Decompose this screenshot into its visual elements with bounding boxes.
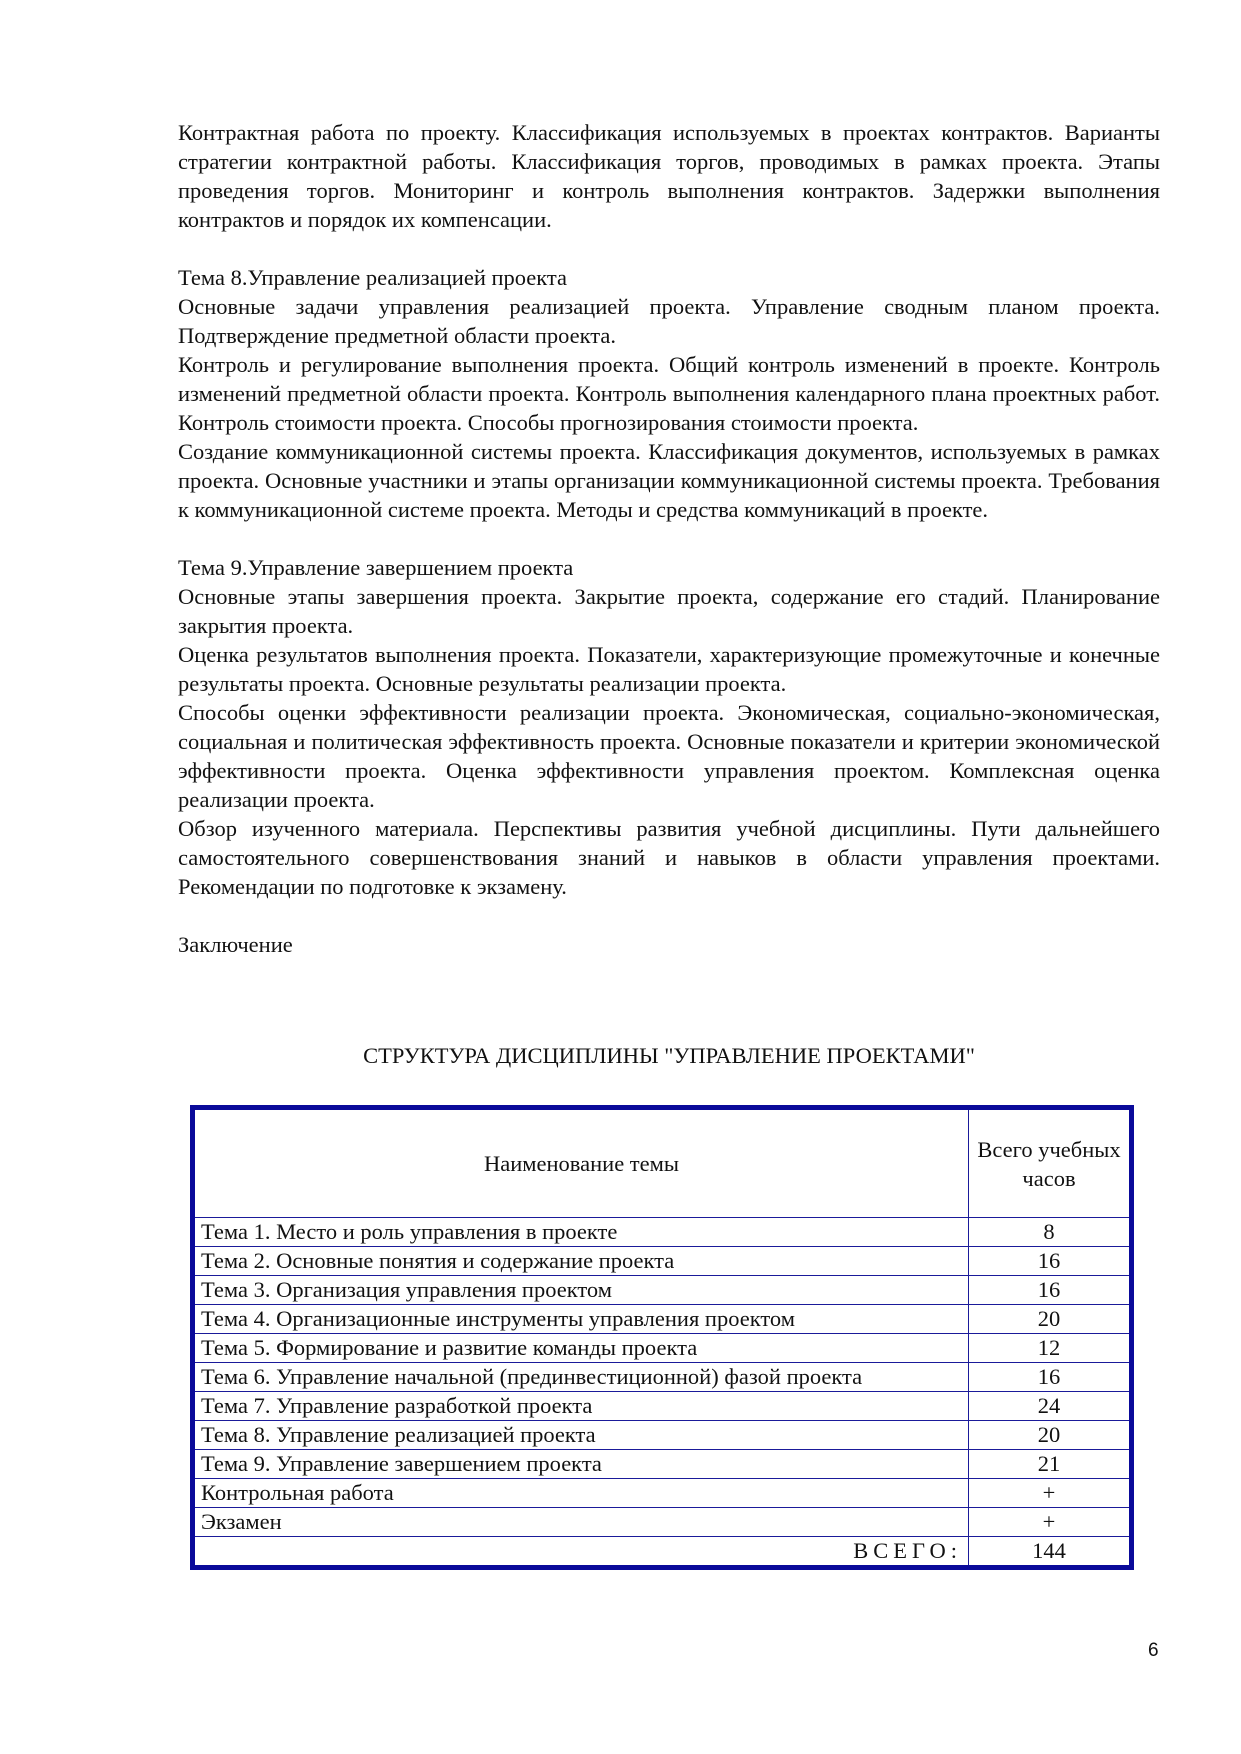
table-row xyxy=(193,1421,1132,1450)
body-text xyxy=(178,118,1160,959)
topic-hours: + xyxy=(969,1508,1132,1537)
topic-name: Тема 5. Формирование и развитие команды проекта xyxy=(193,1334,969,1363)
topic-name: Тема 7. Управление разработкой проекта xyxy=(193,1392,969,1421)
header-hours: Всего учебных часов xyxy=(969,1108,1132,1218)
topic-hours: 16 xyxy=(969,1247,1132,1276)
topic-name: Тема 9. Управление завершением проекта xyxy=(193,1450,969,1479)
paragraph: Основные этапы завершения проекта. Закрытие проекта, содержание его стадий. Планирование закрытия проекта. xyxy=(178,584,1160,638)
discipline-structure-table xyxy=(190,1105,1134,1570)
topic-hours: + xyxy=(969,1479,1132,1508)
paragraph: Оценка результатов выполнения проекта. Показатели, характеризующие промежуточные и конечные результаты проекта. Основные результаты реализации проекта. xyxy=(178,642,1160,696)
paragraph-gap xyxy=(178,901,1160,930)
topic-name: Тема 6. Управление начальной (прединвестиционной) фазой проекта xyxy=(193,1363,969,1392)
topic-hours: 20 xyxy=(969,1305,1132,1334)
table-row xyxy=(193,1276,1132,1305)
topic-hours: 24 xyxy=(969,1392,1132,1421)
total-value: 144 xyxy=(969,1537,1132,1568)
page-number: 6 xyxy=(1148,1640,1159,1661)
topic-name: Экзамен xyxy=(193,1508,969,1537)
topic-name: Тема 8. Управление реализацией проекта xyxy=(193,1421,969,1450)
paragraph: Основные задачи управления реализацией проекта. Управление сводным планом проекта. Подтверждение предметной области проекта. xyxy=(178,294,1160,348)
paragraph: Заключение xyxy=(178,932,293,957)
header-topic-name: Наименование темы xyxy=(193,1108,969,1218)
topic-name: Тема 2. Основные понятия и содержание проекта xyxy=(193,1247,969,1276)
paragraph: Способы оценки эффективности реализации проекта. Экономическая, социально-экономическая, социальная и политическая эффективность проекта. Основные показатели и критерии экономической эффективности проекта. Оценка эффективности управления проектом. Комплексная оценка реализации проекта. xyxy=(178,700,1160,812)
topic-name: Тема 3. Организация управления проектом xyxy=(193,1276,969,1305)
paragraph-gap xyxy=(178,234,1160,263)
table-row xyxy=(193,1218,1132,1247)
topic-name: Тема 4. Организационные инструменты управления проектом xyxy=(193,1305,969,1334)
topic-hours: 12 xyxy=(969,1334,1132,1363)
table-row xyxy=(193,1334,1132,1363)
topic-hours: 21 xyxy=(969,1450,1132,1479)
table-header-row xyxy=(193,1108,1132,1218)
paragraph: Контроль и регулирование выполнения проекта. Общий контроль изменений в проекте. Контроль изменений предметной области проекта. Контроль выполнения календарного плана проектных работ. Контроль стоимости проекта. Способы прогнозирования стоимости проекта. xyxy=(178,352,1160,435)
section-heading: Тема 9.Управление завершением проекта xyxy=(178,555,574,580)
table-row xyxy=(193,1479,1132,1508)
paragraph-gap xyxy=(178,524,1160,553)
table-row xyxy=(193,1247,1132,1276)
table-row xyxy=(193,1363,1132,1392)
paragraph: Создание коммуникационной системы проекта. Классификация документов, используемых в рамках проекта. Основные участники и этапы организации коммуникационной системы проекта. Требования к коммуникационной системе проекта. Методы и средства коммуникаций в проекте. xyxy=(178,439,1160,522)
topic-name: Контрольная работа xyxy=(193,1479,969,1508)
topic-name: Тема 1. Место и роль управления в проекте xyxy=(193,1218,969,1247)
paragraph: Контрактная работа по проекту. Классификация используемых в проектах контрактов. Варианты стратегии контрактной работы. Классификация торгов, проводимых в рамках проекта. Этапы проведения торгов. Мониторинг и контроль выполнения контрактов. Задержки выполнения контрактов и порядок их компенсации. xyxy=(178,120,1160,232)
topic-hours: 16 xyxy=(969,1363,1132,1392)
paragraph: Обзор изученного материала. Перспективы развития учебной дисциплины. Пути дальнейшего самостоятельного совершенствования знаний и навыков в области управления проектами. Рекомендации по подготовке к экзамену. xyxy=(178,816,1160,899)
table-row xyxy=(193,1508,1132,1537)
table-title: СТРУКТУРА ДИСЦИПЛИНЫ "УПРАВЛЕНИЕ ПРОЕКТАМИ" xyxy=(363,1043,975,1068)
section-heading: Тема 8.Управление реализацией проекта xyxy=(178,265,568,290)
total-label: ВСЕГО: xyxy=(193,1537,969,1568)
topic-hours: 8 xyxy=(969,1218,1132,1247)
table-row xyxy=(193,1392,1132,1421)
topic-hours: 20 xyxy=(969,1421,1132,1450)
table-row xyxy=(193,1305,1132,1334)
table-row xyxy=(193,1450,1132,1479)
topic-hours: 16 xyxy=(969,1276,1132,1305)
total-row xyxy=(193,1537,1132,1568)
